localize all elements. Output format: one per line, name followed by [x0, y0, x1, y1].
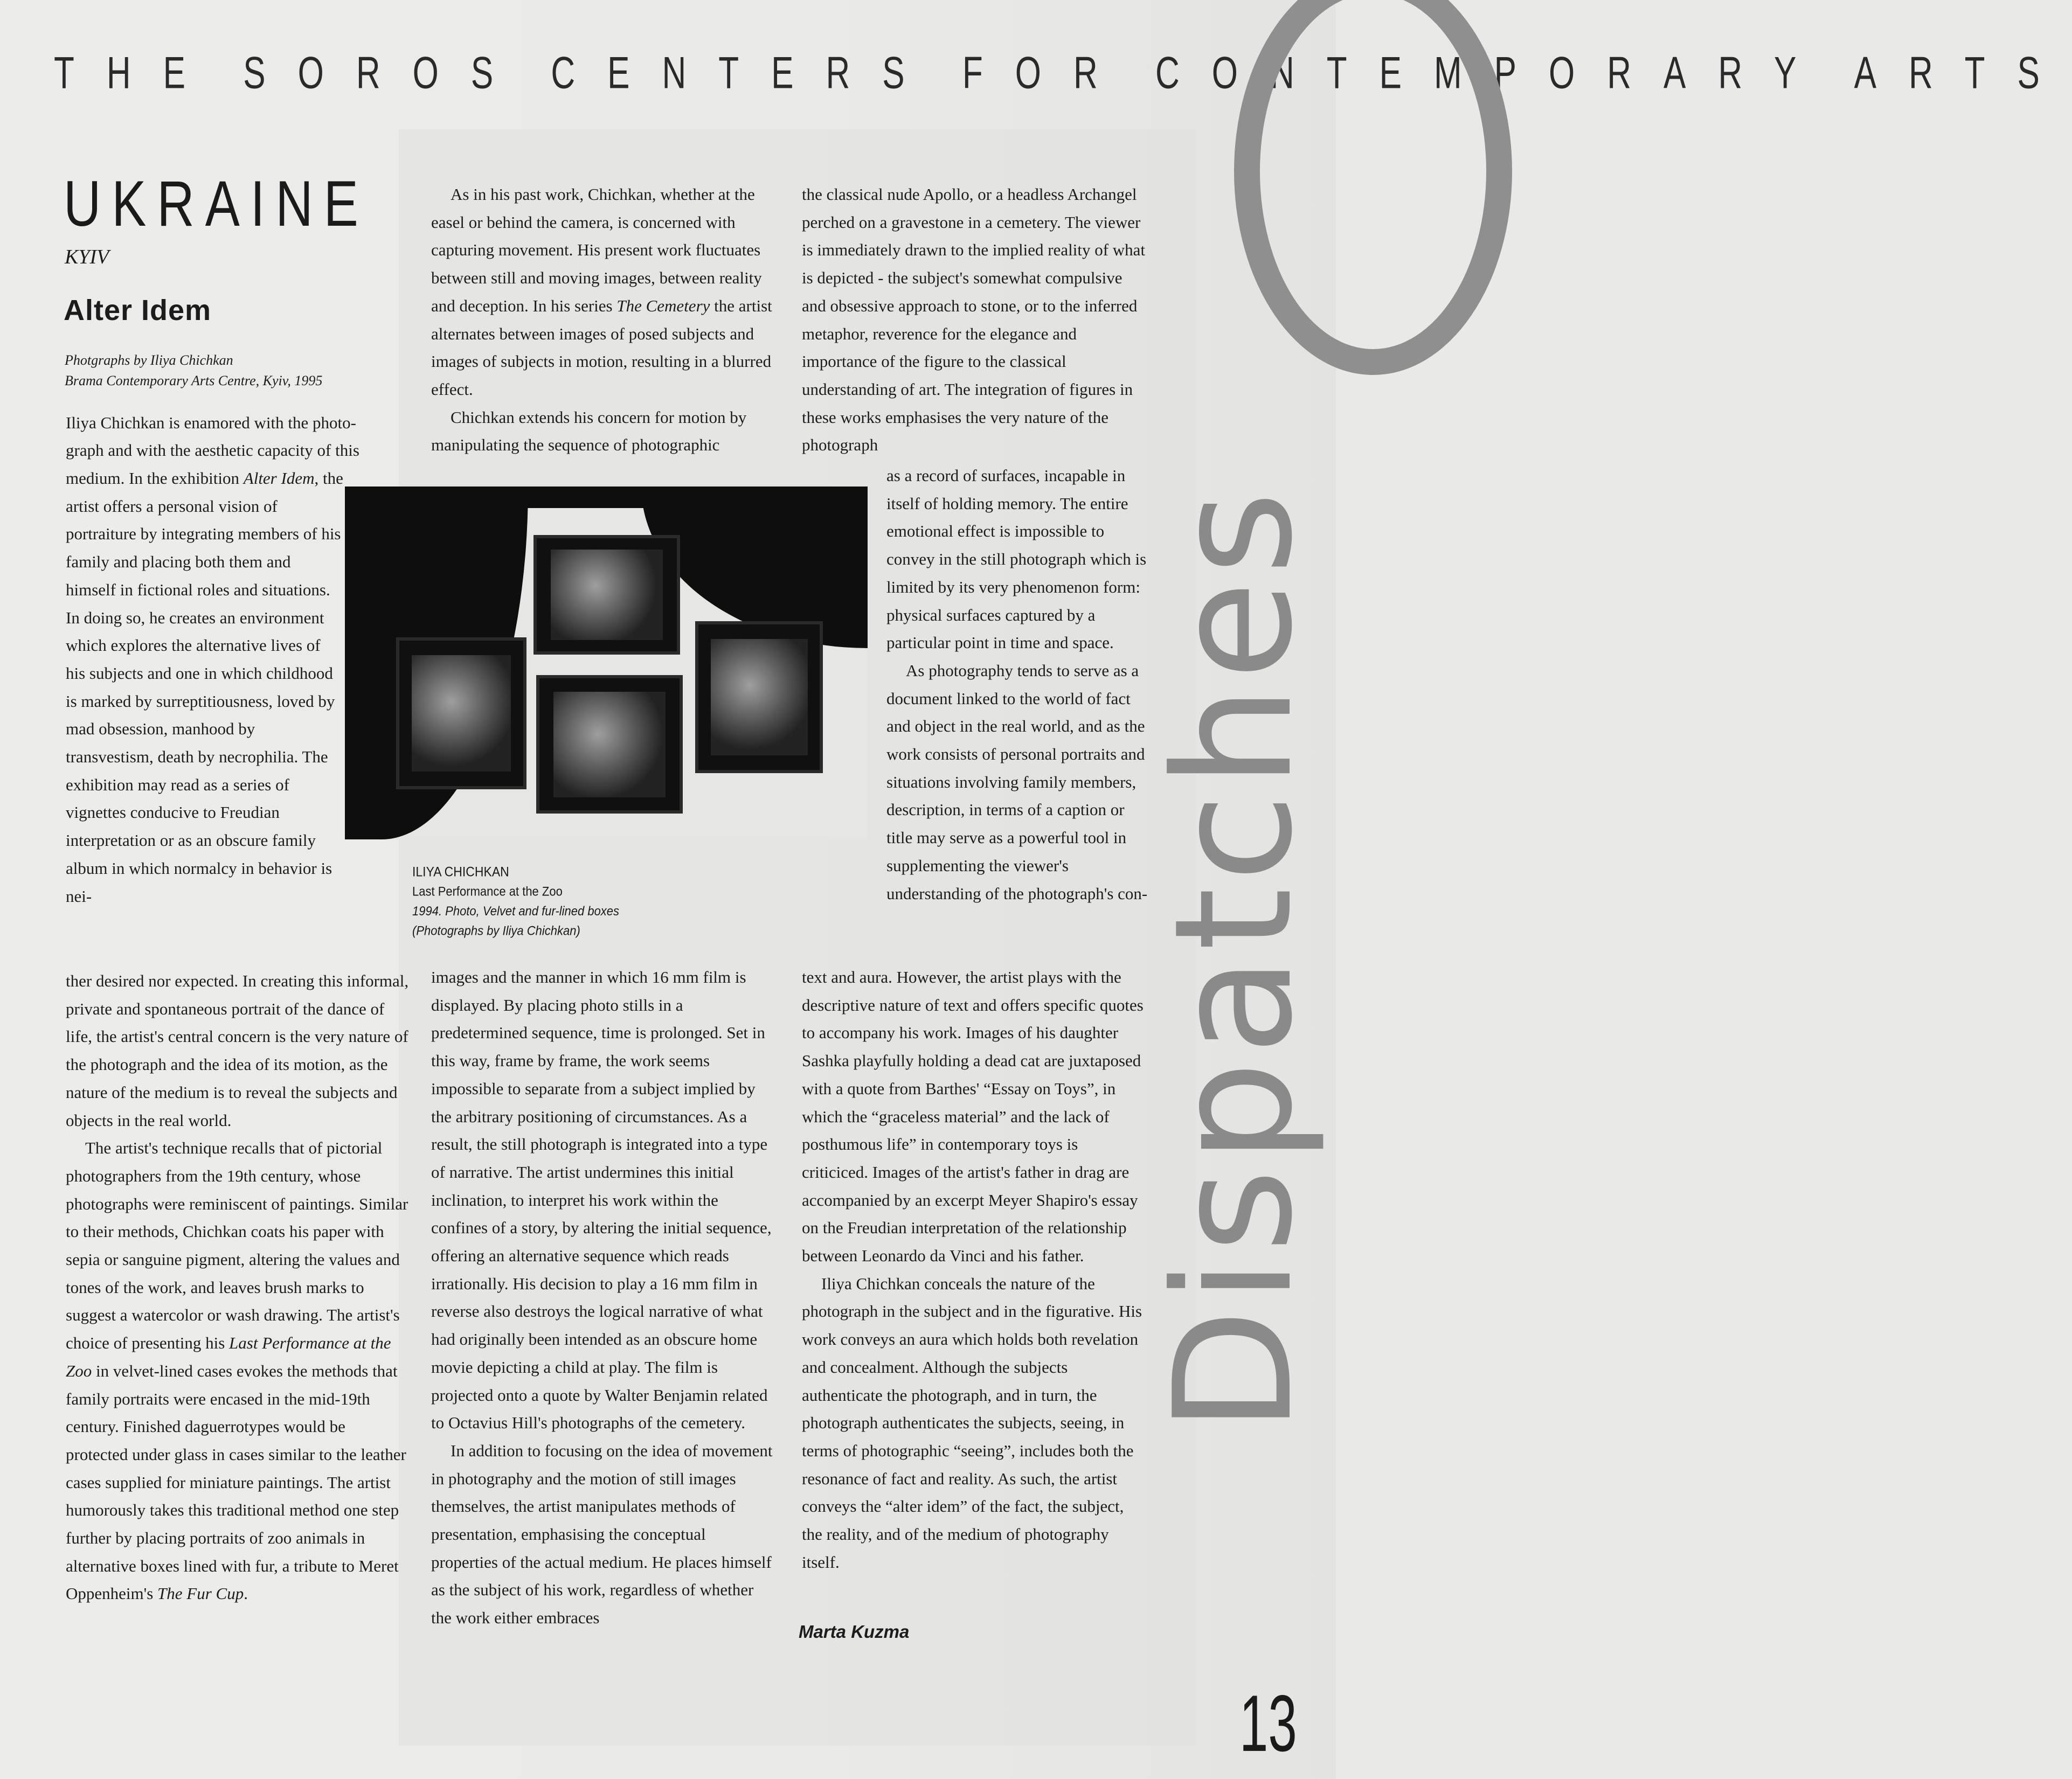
- column-2-bottom: [431, 963, 776, 1632]
- column-1-wrap: [66, 464, 343, 910]
- text: the artist alternates between images of posed subjects and images of subjects in motion, resulting in a blurred effect.: [431, 296, 772, 399]
- column-3-bottom: [802, 963, 1147, 1576]
- text: .: [244, 1584, 248, 1603]
- paragraph: In addition to focusing on the idea of movement in photography and the motion of still images themselves, the artist manipulates methods of presentation, emphasising the conceptual properties of the actual medium. He places himself as the subject of his work, regardless of whether the work either embraces: [431, 1441, 773, 1628]
- text-line: Iliya Chichkan is enamored with the photo-: [66, 413, 356, 432]
- text: The artist's technique recalls that of pictorial photographers from the 19th century, whose photographs were reminiscent of paintings. Similar to their methods, Chichkan coats his paper with sepia or sanguine pigment, altering the values and tones of the work, and leaves brush marks to suggest a watercolor or wash drawing. The artist's choice of presenting his: [66, 1138, 408, 1353]
- city-subheading: KYIV: [65, 246, 109, 268]
- caption-credit: (Photographs by Iliya Chichkan): [412, 923, 580, 938]
- paragraph: ther desired nor expected. In creating this informal, private and spontaneous portrait of the dance of life, the artist's central concern is the very nature of the photograph and the idea of its motion, as the nature of the medium is to reveal the subjects and objects in the real world.: [66, 971, 409, 1130]
- paragraph: Chichkan extends his concern for motion by manipulating the sequence of photographic: [431, 407, 747, 455]
- exhibition-credit: [65, 350, 322, 391]
- header-word: CENTERS: [551, 48, 937, 99]
- photo-frame: [536, 675, 683, 814]
- column-1-bottom: [66, 967, 411, 1608]
- page-number: 13: [1239, 1679, 1297, 1769]
- series-title: The Cemetery: [616, 296, 710, 315]
- exhibition-photo: [345, 487, 868, 839]
- paragraph: As photography tends to serve as a document linked to the world of fact and object in the real world, and as the work consists of personal portraits and situations involving family members, description, in terms of a caption or title may serve as a powerful tool in supplementing the viewer's understanding of the photograph's con-: [886, 661, 1148, 903]
- column-1-top: [66, 409, 389, 437]
- photo-frame: [695, 621, 823, 773]
- work-title: The Fur Cup: [157, 1584, 244, 1603]
- photo-caption: [412, 862, 619, 940]
- header-word: SOROS: [243, 48, 526, 99]
- paragraph: text and aura. However, the artist plays with the descriptive nature of text and offers specific quotes to accompany his work. Images of his daughter Sashka playfully holding a dead cat are juxtaposed with a quote from Barthes' “Essay on Toys”, in which the “graceless material” and the lack of posthumous life” in contemporary toys is criticiced. Images of the artist's father in drag are accompanied by an excerpt Meyer Shapiro's essay on the Freudian interpretation of the relationship between Leonardo da Vinci and his father.: [802, 968, 1144, 1266]
- credit-line: Photgraphs by Iliya Chichkan: [65, 352, 233, 368]
- caption-details: 1994. Photo, Velvet and fur-lined boxes: [412, 904, 620, 919]
- photo-frame: [533, 535, 680, 655]
- paragraph: the classical nude Apollo, or a headless Archangel perched on a gravestone in a cemetery. The viewer is immediately drawn to the implied reality of what is depicted - the subject's somewhat compulsive and obsessive approach to stone, or to the inferred metaphor, reverence for the elegance and importance of the figure to the classical understanding of art. The integration of figures in these works emphasises the very nature of the photograph: [802, 185, 1146, 455]
- column-2-top: [431, 180, 776, 459]
- paragraph: [431, 180, 776, 404]
- text: medium. In the exhibition: [66, 469, 244, 488]
- paragraph: images and the manner in which 16 mm film is displayed. By placing photo stills in a predetermined sequence, time is prolonged. Set in this way, frame by frame, the work seems impossible to separate from a subject implied by the arbitrary positioning of circumstances. As a result, the still photograph is integrated into a type of narrative. The artist undermines this initial inclination, to interpret his work within the confines of a story, by altering the initial sequence, offering an alternative sequence which reads irrationally. His decision to play a 16 mm film in reverse also destroys the logical narrative of what had originally been intended as an obscure home movie depicting a child at play. The film is projected onto a quote by Walter Benjamin related to Octavius Hill's photographs of the cemetery.: [431, 968, 772, 1433]
- text: in velvet-lined cases evokes the methods that family portraits were encased in the mid-19th century. Finished daguerrotypes would be protected under glass in cases similar to the leather cases supplied for miniature paintings. The artist humorously takes this traditional method one step further by placing portraits of zoo animals in alternative boxes lined with fur, a tribute to Meret Oppenheim's: [66, 1361, 406, 1603]
- paragraph: as a record of surfaces, incapable in itself of holding memory. The entire emotional effect is impossible to convey in the still photograph which is limited by its very phenomenon form: physical surfaces captured by a particular point in time and space.: [886, 466, 1147, 652]
- caption-work: Last Performance at the Zoo: [412, 884, 563, 899]
- paragraph: [66, 1134, 411, 1608]
- work-title: Last Performance at the Zoo: [66, 1333, 391, 1380]
- header-word: FOR: [962, 48, 1130, 99]
- column-3-wrap: [886, 462, 1153, 907]
- header-word: ARTS: [1854, 48, 2072, 99]
- column-3-top: [802, 180, 1147, 459]
- column-1-second-line: [66, 436, 411, 464]
- exhibition-title: Alter Idem: [243, 469, 315, 488]
- photo-frame: [396, 637, 526, 789]
- caption-artist: ILIYA CHICHKAN: [412, 864, 509, 879]
- credit-line: Brama Contemporary Arts Centre, Kyiv, 1995: [65, 373, 323, 388]
- running-header: [54, 47, 2072, 106]
- header-word: THE: [54, 48, 218, 99]
- text: , the artist offers a personal vision of portraiture by integrating members of his family and placing both them and himself in fictional roles and situations. In doing so, he creates an environment which explores the alternative lives of his subjects and one in which childhood is marked by surreptitiousness, loved by mad obsession, manhood by transvestism, death by necrophilia. The exhibition may read as a series of vignettes conducive to Freudian interpretation or as an obscure family album in which normalcy in behavior is nei-: [66, 469, 343, 906]
- section-label-vertical: Dispatches: [1140, 485, 1328, 1433]
- paragraph: [66, 464, 343, 910]
- text-line: graph and with the aesthetic capacity of this: [66, 441, 359, 460]
- header-word: CONTEMPORARY: [1155, 48, 1829, 99]
- country-heading: UKRAINE: [64, 168, 369, 240]
- article-title: Alter Idem: [64, 294, 212, 326]
- author-byline: Marta Kuzma: [799, 1622, 910, 1642]
- text: As in his past work, Chichkan, whether at the easel or behind the camera, is concerned with capturing movement. His present work fluctuates between still and moving images, between reality and deception. In his series: [431, 185, 762, 315]
- paragraph: Iliya Chichkan conceals the nature of the photograph in the subject and in the figurative. His work conveys an aura which holds both revelation and concealment. Although the subjects authenticate the photograph, and in turn, the photograph authenticates the subjects, seeing, in terms of photographic “seeing”, includes both the resonance of fact and reality. As such, the artist conveys the “alter idem” of the fact, the subject, the reality, and of the medium of photography itself.: [802, 1274, 1142, 1572]
